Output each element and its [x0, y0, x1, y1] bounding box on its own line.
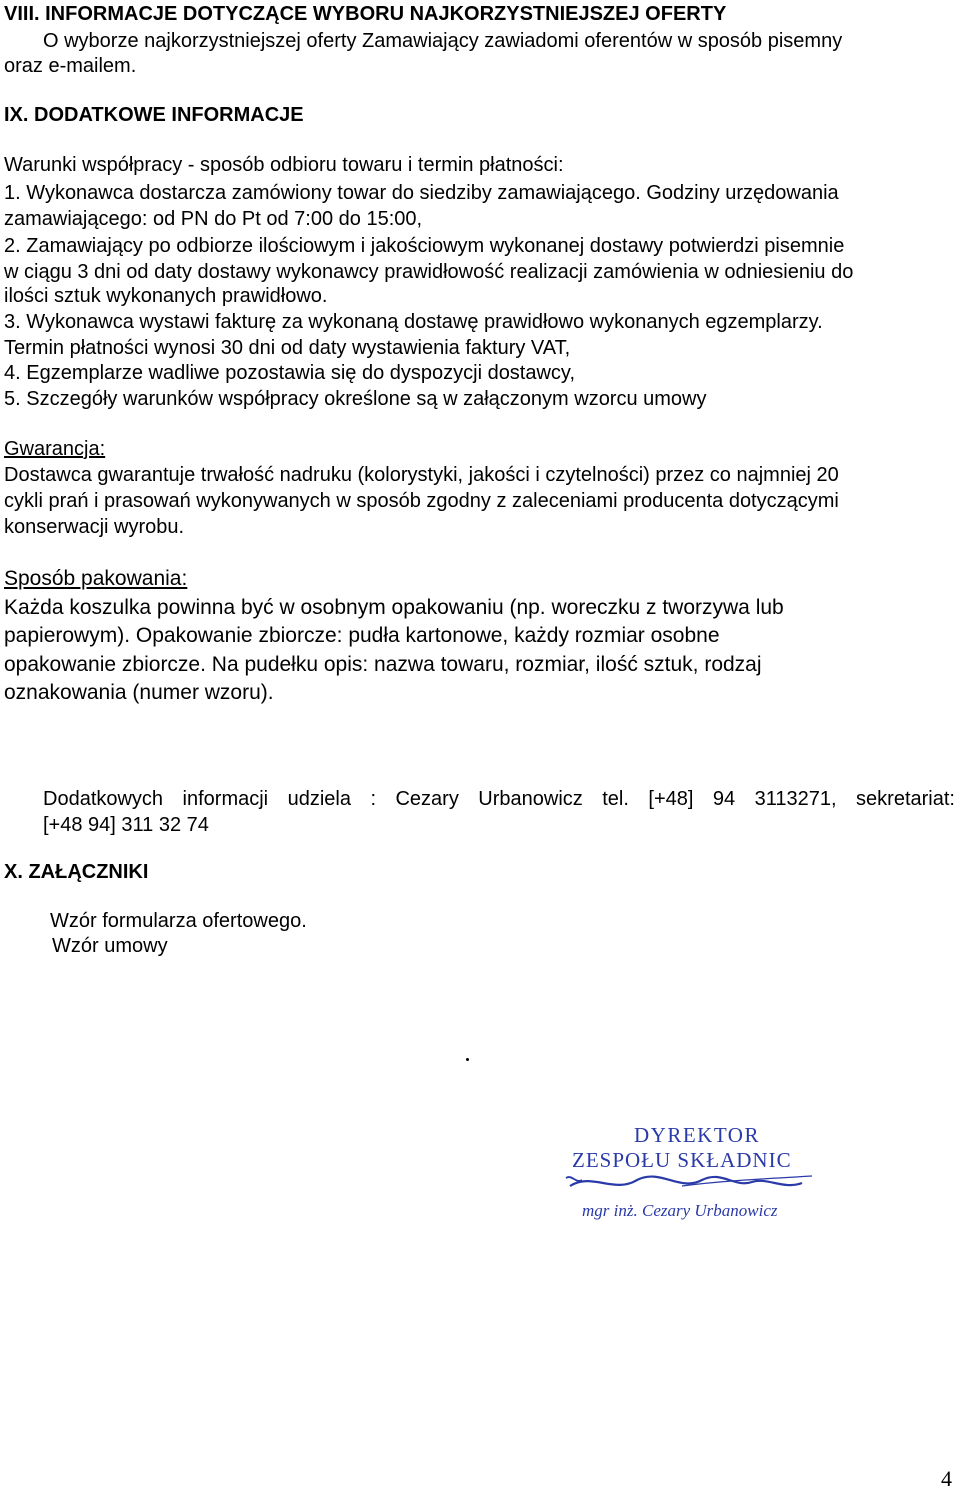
- packaging-title: Sposób pakowania:: [4, 567, 188, 590]
- section-viii-text-line2: oraz e-mailem.: [4, 55, 137, 77]
- packaging-line: opakowanie zbiorcze. Na pudełku opis: nazwa towaru, rozmiar, ilość sztuk, rodzaj: [4, 653, 762, 676]
- contact-word: :: [370, 788, 376, 810]
- contact-line1: [43, 789, 955, 809]
- ink-dot: [466, 1058, 469, 1061]
- contact-word: tel.: [602, 788, 629, 810]
- stamp-ink: [566, 1123, 812, 1220]
- section-viii-heading: VIII. INFORMACJE DOTYCZĄCE WYBORU NAJKORZYSTNIEJSZEJ OFERTY: [4, 3, 727, 25]
- section-x-heading: X. ZAŁĄCZNIKI: [4, 861, 149, 883]
- contact-word: udziela: [287, 788, 351, 810]
- guarantee-title: Gwarancja:: [4, 438, 106, 460]
- packaging-line: Każda koszulka powinna być w osobnym opakowaniu (np. woreczku z tworzywa lub: [4, 596, 784, 619]
- packaging-line: oznakowania (numer wzoru).: [4, 681, 274, 704]
- conditions-line: 2. Zamawiający po odbiorze ilościowym i jakościowym wykonanej dostawy potwierdzi pisemnie: [4, 235, 845, 257]
- stamp-line2: ZESPOŁU SKŁADNIC: [572, 1148, 792, 1172]
- guarantee-line: konserwacji wyrobu.: [4, 516, 185, 538]
- signature-flourish: [566, 1177, 582, 1181]
- contact-word: Urbanowicz: [478, 788, 583, 810]
- conditions-line: zamawiającego: od PN do Pt od 7:00 do 15:00,: [4, 208, 423, 230]
- stamp-line1: DYREKTOR: [634, 1123, 760, 1147]
- page-number: 4: [941, 1466, 952, 1491]
- guarantee-line: cykli prań i prasowań wykonywanych w sposób zgodny z zaleceniami producenta dotyczącymi: [4, 490, 839, 512]
- director-stamp: [562, 1120, 846, 1230]
- contact-word: Dodatkowych: [43, 788, 164, 810]
- attachment-item: Wzór umowy: [52, 935, 168, 957]
- conditions-title: Warunki współpracy - sposób odbioru towaru i termin płatności:: [4, 154, 564, 176]
- contact-line2: [+48 94] 311 32 74: [43, 814, 209, 836]
- conditions-line: 3. Wykonawca wystawi fakturę za wykonaną dostawę prawidłowo wykonanych egzemplarzy.: [4, 311, 823, 333]
- section-ix-heading: IX. DODATKOWE INFORMACJE: [4, 104, 304, 126]
- signature-stroke: [570, 1177, 802, 1186]
- conditions-line: Termin płatności wynosi 30 dni od daty wystawienia faktury VAT,: [4, 337, 571, 359]
- contact-word: 94: [712, 788, 736, 810]
- stamp-name: mgr inż. Cezary Urbanowicz: [582, 1201, 778, 1220]
- packaging-line: papierowym). Opakowanie zbiorcze: pudła kartonowe, każdy rozmiar osobne: [4, 624, 720, 647]
- contact-word: 3113271,: [754, 788, 837, 810]
- contact-word: [+48]: [648, 788, 694, 810]
- conditions-line: 5. Szczegóły warunków współpracy określone są w załączonym wzorcu umowy: [4, 388, 707, 410]
- attachment-item: Wzór formularza ofertowego.: [50, 910, 307, 932]
- guarantee-line: Dostawca gwarantuje trwałość nadruku (kolorystyki, jakości i czytelności) przez co najmniej 20: [4, 464, 839, 486]
- conditions-line: 1. Wykonawca dostarcza zamówiony towar do siedziby zamawiającego. Godziny urzędowania: [4, 182, 839, 204]
- conditions-line: ilości sztuk wykonanych prawidłowo.: [4, 285, 328, 307]
- section-viii-text-line1: O wyborze najkorzystniejszej oferty Zamawiający zawiadomi oferentów w sposób pisemny: [43, 30, 843, 52]
- contact-word: informacji: [182, 788, 269, 810]
- contact-word: Cezary: [395, 788, 459, 810]
- conditions-line: w ciągu 3 dni od daty dostawy wykonawcy prawidłowość realizacji zamówienia w odniesieniu do: [4, 261, 854, 283]
- conditions-line: 4. Egzemplarze wadliwe pozostawia się do dyspozycji dostawcy,: [4, 362, 576, 384]
- contact-word: sekretariat:: [856, 788, 955, 810]
